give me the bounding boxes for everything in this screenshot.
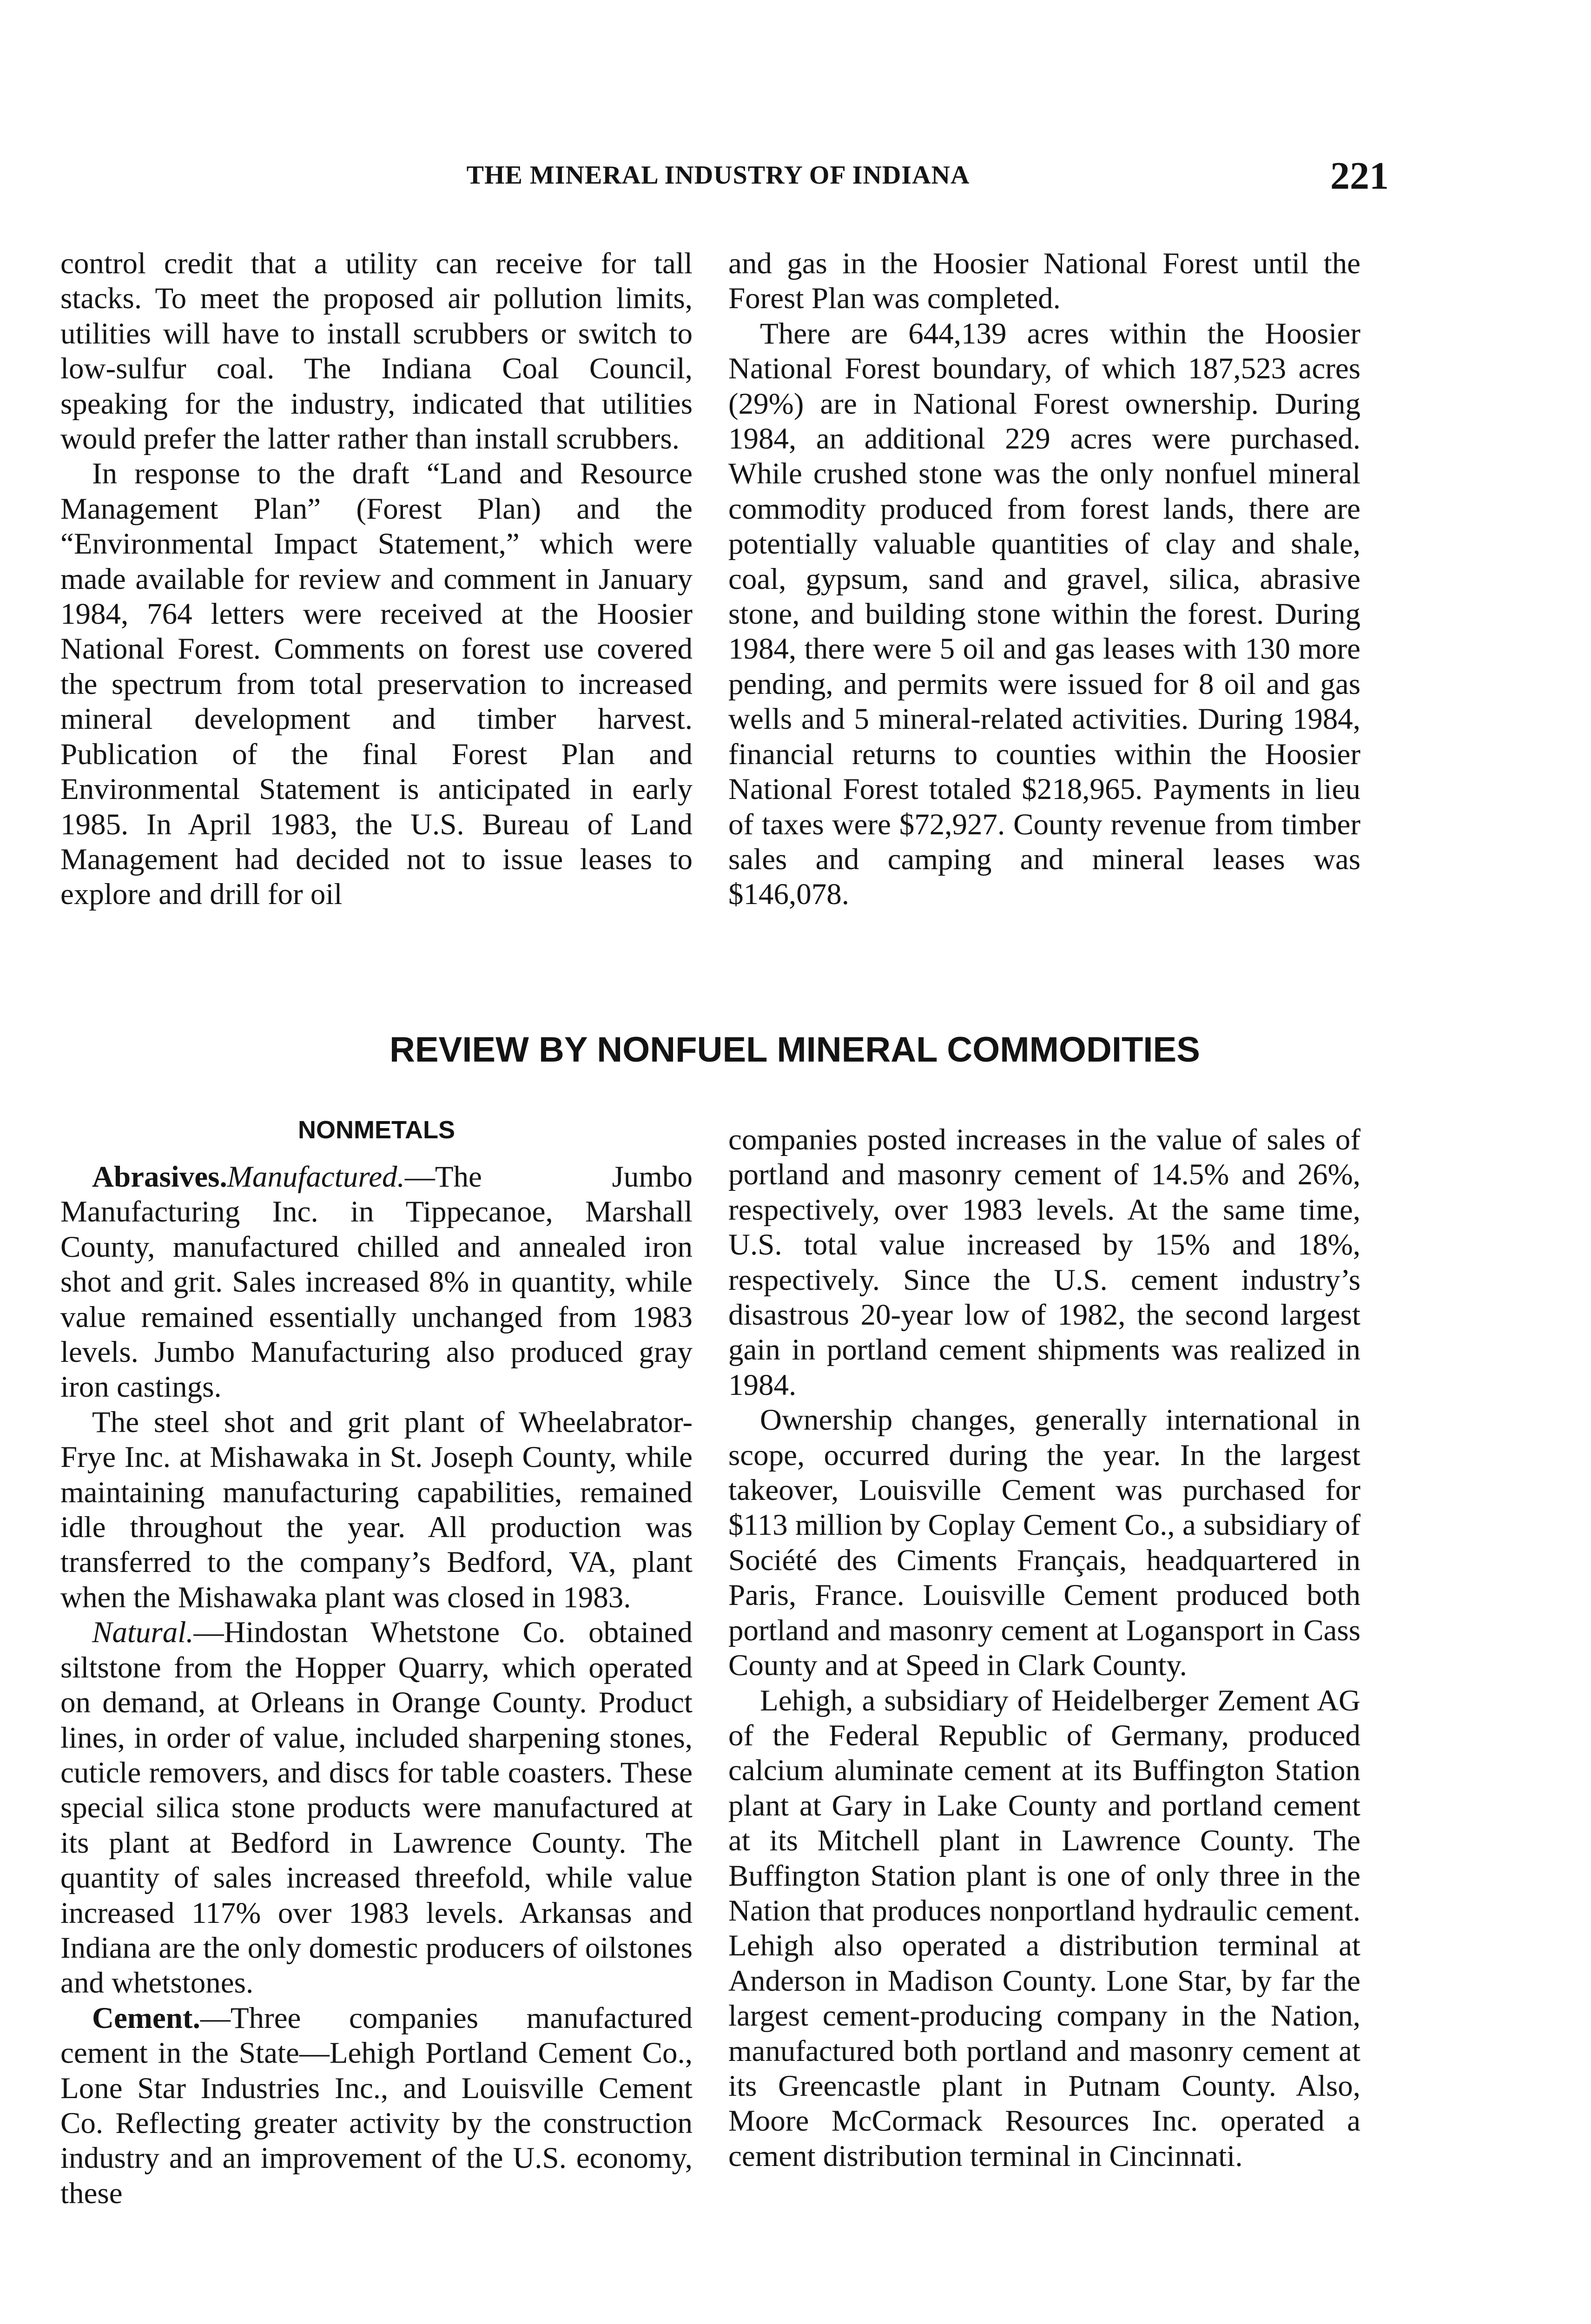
paragraph-cement-sales: companies posted increases in the value of sales of portland and masonry cement of 14.5% and 26%, respectively, over 1983 levels. At the same time, U.S. total value increased by 15% and 18%, respectively. Since the U.S. cement industry’s disastrous 20-year low of 1982, the second largest gain in portland cement shipments was realized in 1984. — [728, 1123, 1360, 1402]
heading-cement: Cement. — [92, 2001, 200, 2035]
paragraph-ownership-changes: Ownership changes, generally international in scope, occurred during the year. In the largest takeover, Louisville Cement was purchased for $113 million by Coplay Cement Co., a subsidiary of Société des Ciments Français, headquartered in Paris, France. Louisville Cement produced both portland and masonry cement at Logansport in Cass County and at Speed in Clark County. — [728, 1403, 1360, 1683]
paragraph-air-pollution: control credit that a utility can receive for tall stacks. To meet the proposed air pollution limits, utilities will have to install scrubbers or switch to low-sulfur coal. The Indiana Coal Council, speaking for the industry, indicated that utilities would prefer the latter rather than install scrubbers. — [60, 247, 693, 456]
top-left-column — [60, 246, 693, 912]
text-cement: —Three companies manufactured cement in the State—Lehigh Portland Cement Co., Lone Star Industries Inc., and Louisville Cement Co. Reflecting greater activity by the construction industry and an improvement of the U.S. economy, these — [60, 2001, 693, 2210]
paragraph-forest-plan-continued: and gas in the Hoosier National Forest until the Forest Plan was completed. — [728, 247, 1360, 316]
text-abrasives-manufactured: —The Jumbo Manufacturing Inc. in Tippecanoe, Marshall County, manufactured chilled and annealed iron shot and grit. Sales increased 8% in quantity, while value remained essentially unchanged from 1983 levels. Jumbo Manufacturing also produced gray iron castings. — [60, 1160, 693, 1404]
top-right-column — [728, 246, 1360, 912]
bottom-right-column — [728, 1122, 1360, 2174]
paragraph-wheelabrator: The steel shot and grit plant of Wheelabrator-Frye Inc. at Mishawaka in St. Joseph County, while maintaining manufacturing capabilities, remained idle throughout the year. All production was transferred to the company’s Bedford, VA, plant when the Mishawaka plant was closed in 1983. — [60, 1405, 693, 1614]
heading-natural: Natural. — [92, 1616, 194, 1650]
paragraph-cement — [60, 2001, 693, 2211]
heading-manufactured: Manufactured. — [227, 1160, 405, 1194]
running-head: THE MINERAL INDUSTRY OF INDIANA — [466, 161, 970, 190]
heading-abrasives: Abrasives. — [92, 1160, 227, 1194]
subsection-title: NONMETALS — [298, 1116, 455, 1144]
page-number: 221 — [1330, 154, 1389, 198]
text-natural: —Hindostan Whetstone Co. obtained siltstone from the Hopper Quarry, which operated on demand, at Orleans in Orange County. Product lines, in order of value, included sharpening stones, cuticle removers, and discs for table coasters. These special silica stone products were manufactured at its plant at Bedford in Lawrence County. The quantity of sales increased threefold, while value increased 117% over 1983 levels. Arkansas and Indiana are the only domestic producers of oilstones and whetstones. — [60, 1616, 693, 2000]
section-title: REVIEW BY NONFUEL MINERAL COMMODITIES — [389, 1030, 1200, 1070]
paragraph-natural — [60, 1615, 693, 2000]
paragraph-forest-plan: In response to the draft “Land and Resource Management Plan” (Forest Plan) and the “Environmental Impact Statement,” which were made available for review and comment in January 1984, 764 letters were received at the Hoosier National Forest. Comments on forest use covered the spectrum from total preservation to increased mineral development and timber harvest. Publication of the final Forest Plan and Environmental Statement is anticipated in early 1985. In April 1983, the U.S. Bureau of Land Management had decided not to issue leases to explore and drill for oil — [60, 457, 693, 911]
paragraph-abrasives-manufactured — [60, 1160, 693, 1405]
bottom-left-column — [60, 1160, 693, 2211]
paragraph-lehigh: Lehigh, a subsidiary of Heidelberger Zement AG of the Federal Republic of Germany, produced calcium aluminate cement at its Buffington Station plant at Gary in Lake County and portland cement at its Mitchell plant in Lawrence County. The Buffington Station plant is one of only three in the Nation that produces nonportland hydraulic cement. Lehigh also operated a distribution terminal at Anderson in Madison County. Lone Star, by far the largest cement-producing company in the Nation, manufactured both portland and masonry cement at its Greencastle plant in Putnam County. Also, Moore McCormack Resources Inc. operated a cement distribution terminal in Cincinnati. — [728, 1684, 1360, 2173]
paragraph-hoosier-acres: There are 644,139 acres within the Hoosier National Forest boundary, of which 187,523 acres (29%) are in National Forest ownership. During 1984, an additional 229 acres were purchased. While crushed stone was the only nonfuel mineral commodity produced from forest lands, there are potentially valuable quantities of clay and shale, coal, gypsum, sand and gravel, silica, abrasive stone, and building stone within the forest. During 1984, there were 5 oil and gas leases with 130 more pending, and permits were issued for 8 oil and gas wells and 5 mineral-related activities. During 1984, financial returns to counties within the Hoosier National Forest totaled $218,965. Payments in lieu of taxes were $72,927. County revenue from timber sales and camping and mineral leases was $146,078. — [728, 317, 1360, 911]
